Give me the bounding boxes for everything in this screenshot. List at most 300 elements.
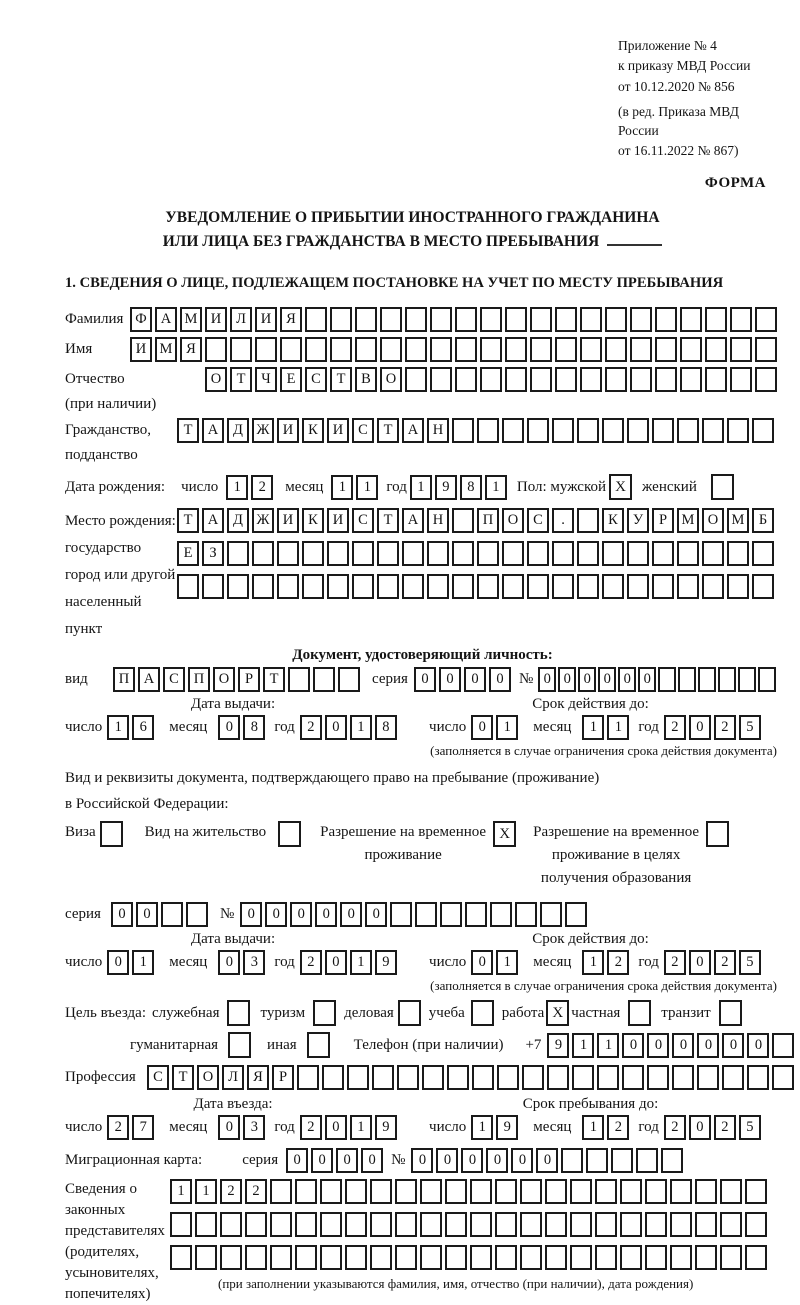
char-cell[interactable] xyxy=(322,1065,344,1090)
char-cell[interactable] xyxy=(495,1212,517,1237)
char-cell[interactable]: 1 xyxy=(597,1033,619,1058)
char-cell[interactable]: С xyxy=(352,508,374,533)
char-cell[interactable]: З xyxy=(202,541,224,566)
char-cell[interactable]: С xyxy=(352,418,374,443)
char-cell[interactable]: 0 xyxy=(439,667,461,692)
char-cell[interactable]: И xyxy=(205,307,227,332)
char-cell[interactable] xyxy=(430,307,452,332)
char-cell[interactable]: 0 xyxy=(325,950,347,975)
char-cell[interactable] xyxy=(288,667,310,692)
char-cell[interactable]: 9 xyxy=(375,950,397,975)
char-cell[interactable]: Ж xyxy=(252,418,274,443)
char-cell[interactable]: 1 xyxy=(582,1115,604,1140)
char-cell[interactable]: 9 xyxy=(375,1115,397,1140)
char-cell[interactable]: М xyxy=(155,337,177,362)
char-cell[interactable] xyxy=(345,1212,367,1237)
char-cell[interactable]: 2 xyxy=(607,950,629,975)
char-cell[interactable] xyxy=(552,574,574,599)
char-cell[interactable]: С xyxy=(305,367,327,392)
char-cell[interactable]: 0 xyxy=(598,667,616,692)
char-cell[interactable] xyxy=(630,337,652,362)
char-cell[interactable] xyxy=(372,1065,394,1090)
char-cell[interactable]: 2 xyxy=(714,950,736,975)
char-cell[interactable] xyxy=(647,1065,669,1090)
char-cell[interactable] xyxy=(655,337,677,362)
char-cell[interactable] xyxy=(170,1212,192,1237)
char-cell[interactable] xyxy=(352,574,374,599)
char-cell[interactable]: 2 xyxy=(300,950,322,975)
char-cell[interactable]: Н xyxy=(427,508,449,533)
char-cell[interactable]: 1 xyxy=(582,950,604,975)
char-cell[interactable]: Т xyxy=(263,667,285,692)
char-cell[interactable] xyxy=(505,337,527,362)
char-cell[interactable]: 0 xyxy=(578,667,596,692)
char-cell[interactable] xyxy=(502,418,524,443)
char-cell[interactable] xyxy=(390,902,412,927)
char-cell[interactable]: П xyxy=(188,667,210,692)
char-cell[interactable]: 0 xyxy=(689,950,711,975)
char-cell[interactable] xyxy=(552,418,574,443)
purpose-other-checkbox[interactable] xyxy=(307,1032,330,1058)
char-cell[interactable] xyxy=(670,1179,692,1204)
char-cell[interactable] xyxy=(652,541,674,566)
char-cell[interactable]: О xyxy=(205,367,227,392)
char-cell[interactable]: 0 xyxy=(689,1115,711,1140)
char-cell[interactable]: 0 xyxy=(697,1033,719,1058)
char-cell[interactable]: 0 xyxy=(471,950,493,975)
char-cell[interactable]: Ч xyxy=(255,367,277,392)
char-cell[interactable] xyxy=(497,1065,519,1090)
char-cell[interactable]: 0 xyxy=(311,1148,333,1173)
char-cell[interactable] xyxy=(602,574,624,599)
char-cell[interactable]: 0 xyxy=(536,1148,558,1173)
char-cell[interactable] xyxy=(672,1065,694,1090)
char-cell[interactable] xyxy=(705,307,727,332)
char-cell[interactable]: Л xyxy=(222,1065,244,1090)
char-cell[interactable]: А xyxy=(202,418,224,443)
char-cell[interactable] xyxy=(670,1245,692,1270)
char-cell[interactable]: 1 xyxy=(496,715,518,740)
char-cell[interactable] xyxy=(561,1148,583,1173)
char-cell[interactable]: М xyxy=(727,508,749,533)
char-cell[interactable] xyxy=(202,574,224,599)
char-cell[interactable]: 1 xyxy=(170,1179,192,1204)
char-cell[interactable] xyxy=(255,337,277,362)
char-cell[interactable] xyxy=(195,1245,217,1270)
char-cell[interactable]: О xyxy=(702,508,724,533)
purpose-humanitarian-checkbox[interactable] xyxy=(228,1032,251,1058)
char-cell[interactable] xyxy=(377,574,399,599)
char-cell[interactable] xyxy=(595,1179,617,1204)
char-cell[interactable]: . xyxy=(552,508,574,533)
char-cell[interactable] xyxy=(455,337,477,362)
char-cell[interactable]: П xyxy=(477,508,499,533)
char-cell[interactable] xyxy=(345,1179,367,1204)
char-cell[interactable] xyxy=(370,1245,392,1270)
char-cell[interactable] xyxy=(320,1179,342,1204)
char-cell[interactable] xyxy=(295,1245,317,1270)
char-cell[interactable] xyxy=(422,1065,444,1090)
char-cell[interactable] xyxy=(270,1179,292,1204)
char-cell[interactable] xyxy=(705,367,727,392)
char-cell[interactable] xyxy=(752,574,774,599)
gender-male-checkbox[interactable]: X xyxy=(609,474,632,500)
char-cell[interactable] xyxy=(480,307,502,332)
char-cell[interactable]: Б xyxy=(752,508,774,533)
char-cell[interactable]: 0 xyxy=(486,1148,508,1173)
char-cell[interactable] xyxy=(570,1245,592,1270)
char-cell[interactable] xyxy=(772,1065,794,1090)
char-cell[interactable] xyxy=(730,367,752,392)
char-cell[interactable]: 3 xyxy=(243,1115,265,1140)
char-cell[interactable] xyxy=(677,541,699,566)
char-cell[interactable] xyxy=(452,574,474,599)
char-cell[interactable]: 0 xyxy=(558,667,576,692)
char-cell[interactable] xyxy=(702,574,724,599)
char-cell[interactable]: Л xyxy=(230,307,252,332)
char-cell[interactable] xyxy=(597,1065,619,1090)
char-cell[interactable] xyxy=(447,1065,469,1090)
char-cell[interactable] xyxy=(540,902,562,927)
char-cell[interactable]: 1 xyxy=(607,715,629,740)
char-cell[interactable]: 5 xyxy=(739,950,761,975)
char-cell[interactable]: О xyxy=(197,1065,219,1090)
char-cell[interactable] xyxy=(352,541,374,566)
char-cell[interactable] xyxy=(527,574,549,599)
char-cell[interactable] xyxy=(370,1212,392,1237)
char-cell[interactable] xyxy=(620,1179,642,1204)
char-cell[interactable] xyxy=(545,1212,567,1237)
char-cell[interactable] xyxy=(477,541,499,566)
char-cell[interactable] xyxy=(355,337,377,362)
char-cell[interactable] xyxy=(620,1245,642,1270)
char-cell[interactable] xyxy=(572,1065,594,1090)
char-cell[interactable] xyxy=(320,1212,342,1237)
char-cell[interactable] xyxy=(445,1179,467,1204)
temp-residence-checkbox[interactable]: X xyxy=(493,821,516,847)
char-cell[interactable] xyxy=(465,902,487,927)
char-cell[interactable] xyxy=(555,367,577,392)
char-cell[interactable] xyxy=(402,541,424,566)
char-cell[interactable]: И xyxy=(277,418,299,443)
char-cell[interactable] xyxy=(652,418,674,443)
char-cell[interactable]: Я xyxy=(247,1065,269,1090)
char-cell[interactable] xyxy=(245,1245,267,1270)
char-cell[interactable] xyxy=(295,1179,317,1204)
char-cell[interactable] xyxy=(480,337,502,362)
char-cell[interactable]: 0 xyxy=(111,902,133,927)
char-cell[interactable] xyxy=(718,667,736,692)
char-cell[interactable]: 0 xyxy=(240,902,262,927)
temp-residence-education-checkbox[interactable] xyxy=(706,821,729,847)
char-cell[interactable] xyxy=(270,1212,292,1237)
char-cell[interactable]: 0 xyxy=(361,1148,383,1173)
char-cell[interactable]: 2 xyxy=(714,1115,736,1140)
char-cell[interactable] xyxy=(627,418,649,443)
char-cell[interactable] xyxy=(727,574,749,599)
char-cell[interactable]: П xyxy=(113,667,135,692)
char-cell[interactable] xyxy=(630,367,652,392)
char-cell[interactable]: 1 xyxy=(572,1033,594,1058)
char-cell[interactable]: Н xyxy=(427,418,449,443)
char-cell[interactable]: О xyxy=(213,667,235,692)
char-cell[interactable]: 1 xyxy=(410,475,432,500)
char-cell[interactable] xyxy=(527,418,549,443)
char-cell[interactable]: 9 xyxy=(496,1115,518,1140)
char-cell[interactable] xyxy=(495,1245,517,1270)
char-cell[interactable] xyxy=(530,307,552,332)
char-cell[interactable] xyxy=(227,541,249,566)
char-cell[interactable] xyxy=(395,1245,417,1270)
char-cell[interactable]: Е xyxy=(280,367,302,392)
char-cell[interactable]: 9 xyxy=(435,475,457,500)
char-cell[interactable] xyxy=(277,541,299,566)
char-cell[interactable]: 0 xyxy=(672,1033,694,1058)
char-cell[interactable]: 0 xyxy=(218,715,240,740)
char-cell[interactable] xyxy=(405,307,427,332)
char-cell[interactable] xyxy=(220,1212,242,1237)
char-cell[interactable]: 1 xyxy=(132,950,154,975)
char-cell[interactable] xyxy=(380,307,402,332)
char-cell[interactable]: 2 xyxy=(300,715,322,740)
char-cell[interactable] xyxy=(355,307,377,332)
char-cell[interactable] xyxy=(695,1245,717,1270)
char-cell[interactable] xyxy=(455,367,477,392)
char-cell[interactable]: Т xyxy=(177,418,199,443)
char-cell[interactable] xyxy=(730,307,752,332)
char-cell[interactable]: О xyxy=(380,367,402,392)
char-cell[interactable] xyxy=(545,1245,567,1270)
char-cell[interactable] xyxy=(515,902,537,927)
char-cell[interactable]: 1 xyxy=(350,1115,372,1140)
char-cell[interactable]: 2 xyxy=(714,715,736,740)
char-cell[interactable]: 0 xyxy=(315,902,337,927)
char-cell[interactable] xyxy=(452,418,474,443)
char-cell[interactable]: Р xyxy=(652,508,674,533)
char-cell[interactable] xyxy=(505,367,527,392)
char-cell[interactable]: А xyxy=(138,667,160,692)
char-cell[interactable] xyxy=(220,1245,242,1270)
char-cell[interactable] xyxy=(655,367,677,392)
char-cell[interactable]: И xyxy=(130,337,152,362)
visa-checkbox[interactable] xyxy=(100,821,123,847)
char-cell[interactable] xyxy=(702,541,724,566)
char-cell[interactable] xyxy=(302,574,324,599)
char-cell[interactable]: 0 xyxy=(286,1148,308,1173)
char-cell[interactable] xyxy=(555,307,577,332)
char-cell[interactable] xyxy=(680,307,702,332)
char-cell[interactable] xyxy=(577,574,599,599)
char-cell[interactable] xyxy=(595,1212,617,1237)
char-cell[interactable] xyxy=(695,1212,717,1237)
char-cell[interactable]: К xyxy=(602,508,624,533)
char-cell[interactable] xyxy=(752,418,774,443)
char-cell[interactable] xyxy=(530,337,552,362)
char-cell[interactable]: И xyxy=(255,307,277,332)
char-cell[interactable] xyxy=(477,574,499,599)
char-cell[interactable]: М xyxy=(677,508,699,533)
char-cell[interactable] xyxy=(670,1212,692,1237)
char-cell[interactable] xyxy=(645,1179,667,1204)
char-cell[interactable] xyxy=(645,1245,667,1270)
char-cell[interactable] xyxy=(186,902,208,927)
char-cell[interactable] xyxy=(520,1179,542,1204)
char-cell[interactable]: 0 xyxy=(414,667,436,692)
char-cell[interactable]: 0 xyxy=(365,902,387,927)
char-cell[interactable] xyxy=(495,1179,517,1204)
char-cell[interactable] xyxy=(727,418,749,443)
char-cell[interactable]: 1 xyxy=(471,1115,493,1140)
char-cell[interactable] xyxy=(652,574,674,599)
char-cell[interactable]: 0 xyxy=(622,1033,644,1058)
char-cell[interactable] xyxy=(455,307,477,332)
char-cell[interactable] xyxy=(227,574,249,599)
residence-permit-checkbox[interactable] xyxy=(278,821,301,847)
char-cell[interactable]: 0 xyxy=(638,667,656,692)
char-cell[interactable] xyxy=(577,418,599,443)
char-cell[interactable] xyxy=(405,367,427,392)
char-cell[interactable] xyxy=(580,367,602,392)
char-cell[interactable] xyxy=(452,541,474,566)
char-cell[interactable] xyxy=(720,1212,742,1237)
char-cell[interactable] xyxy=(277,574,299,599)
char-cell[interactable]: 3 xyxy=(243,950,265,975)
char-cell[interactable] xyxy=(627,574,649,599)
char-cell[interactable] xyxy=(170,1245,192,1270)
char-cell[interactable] xyxy=(602,541,624,566)
char-cell[interactable]: 0 xyxy=(325,1115,347,1140)
char-cell[interactable] xyxy=(245,1212,267,1237)
char-cell[interactable] xyxy=(580,307,602,332)
char-cell[interactable] xyxy=(327,574,349,599)
char-cell[interactable]: 0 xyxy=(689,715,711,740)
char-cell[interactable] xyxy=(405,337,427,362)
char-cell[interactable] xyxy=(678,667,696,692)
char-cell[interactable] xyxy=(470,1179,492,1204)
char-cell[interactable]: 0 xyxy=(489,667,511,692)
char-cell[interactable]: 0 xyxy=(722,1033,744,1058)
char-cell[interactable] xyxy=(470,1212,492,1237)
char-cell[interactable]: 1 xyxy=(226,475,248,500)
char-cell[interactable]: Ф xyxy=(130,307,152,332)
char-cell[interactable]: 5 xyxy=(739,1115,761,1140)
char-cell[interactable]: О xyxy=(502,508,524,533)
char-cell[interactable]: 0 xyxy=(511,1148,533,1173)
char-cell[interactable] xyxy=(195,1212,217,1237)
char-cell[interactable]: С xyxy=(147,1065,169,1090)
char-cell[interactable] xyxy=(477,418,499,443)
char-cell[interactable]: 0 xyxy=(340,902,362,927)
char-cell[interactable] xyxy=(527,541,549,566)
char-cell[interactable] xyxy=(565,902,587,927)
char-cell[interactable]: 0 xyxy=(218,1115,240,1140)
char-cell[interactable] xyxy=(702,418,724,443)
char-cell[interactable] xyxy=(427,541,449,566)
char-cell[interactable] xyxy=(547,1065,569,1090)
char-cell[interactable] xyxy=(630,307,652,332)
char-cell[interactable]: Д xyxy=(227,508,249,533)
char-cell[interactable]: В xyxy=(355,367,377,392)
char-cell[interactable] xyxy=(752,541,774,566)
gender-female-checkbox[interactable] xyxy=(711,474,734,500)
char-cell[interactable]: А xyxy=(402,508,424,533)
char-cell[interactable] xyxy=(330,337,352,362)
char-cell[interactable] xyxy=(698,667,716,692)
char-cell[interactable] xyxy=(445,1245,467,1270)
char-cell[interactable] xyxy=(620,1212,642,1237)
char-cell[interactable]: Е xyxy=(177,541,199,566)
char-cell[interactable]: 7 xyxy=(132,1115,154,1140)
char-cell[interactable]: Р xyxy=(272,1065,294,1090)
char-cell[interactable] xyxy=(570,1179,592,1204)
char-cell[interactable]: 1 xyxy=(356,475,378,500)
char-cell[interactable]: 8 xyxy=(460,475,482,500)
char-cell[interactable]: 0 xyxy=(647,1033,669,1058)
char-cell[interactable]: 8 xyxy=(375,715,397,740)
char-cell[interactable] xyxy=(490,902,512,927)
char-cell[interactable]: 1 xyxy=(350,715,372,740)
char-cell[interactable] xyxy=(570,1212,592,1237)
char-cell[interactable]: 0 xyxy=(618,667,636,692)
char-cell[interactable]: 2 xyxy=(107,1115,129,1140)
char-cell[interactable]: К xyxy=(302,508,324,533)
char-cell[interactable] xyxy=(505,307,527,332)
char-cell[interactable] xyxy=(420,1245,442,1270)
char-cell[interactable]: 2 xyxy=(300,1115,322,1140)
char-cell[interactable]: 0 xyxy=(538,667,556,692)
char-cell[interactable] xyxy=(430,337,452,362)
char-cell[interactable]: 0 xyxy=(265,902,287,927)
char-cell[interactable] xyxy=(252,541,274,566)
char-cell[interactable]: 0 xyxy=(325,715,347,740)
char-cell[interactable]: 0 xyxy=(218,950,240,975)
char-cell[interactable]: 2 xyxy=(664,950,686,975)
char-cell[interactable] xyxy=(327,541,349,566)
char-cell[interactable]: 0 xyxy=(290,902,312,927)
char-cell[interactable] xyxy=(305,307,327,332)
char-cell[interactable]: 2 xyxy=(245,1179,267,1204)
purpose-commercial-checkbox[interactable] xyxy=(398,1000,421,1026)
char-cell[interactable] xyxy=(745,1212,767,1237)
char-cell[interactable] xyxy=(680,367,702,392)
char-cell[interactable] xyxy=(320,1245,342,1270)
char-cell[interactable] xyxy=(747,1065,769,1090)
char-cell[interactable]: Я xyxy=(180,337,202,362)
char-cell[interactable] xyxy=(520,1245,542,1270)
char-cell[interactable] xyxy=(395,1212,417,1237)
char-cell[interactable]: У xyxy=(627,508,649,533)
char-cell[interactable] xyxy=(577,541,599,566)
char-cell[interactable] xyxy=(397,1065,419,1090)
char-cell[interactable] xyxy=(722,1065,744,1090)
char-cell[interactable] xyxy=(338,667,360,692)
purpose-work-checkbox[interactable]: X xyxy=(546,1000,569,1026)
purpose-tourism-checkbox[interactable] xyxy=(313,1000,336,1026)
char-cell[interactable]: Т xyxy=(377,418,399,443)
char-cell[interactable] xyxy=(330,307,352,332)
char-cell[interactable] xyxy=(480,367,502,392)
char-cell[interactable] xyxy=(370,1179,392,1204)
char-cell[interactable] xyxy=(430,367,452,392)
char-cell[interactable] xyxy=(302,541,324,566)
char-cell[interactable]: Т xyxy=(377,508,399,533)
char-cell[interactable] xyxy=(472,1065,494,1090)
char-cell[interactable]: 0 xyxy=(107,950,129,975)
char-cell[interactable]: 6 xyxy=(132,715,154,740)
char-cell[interactable] xyxy=(745,1245,767,1270)
char-cell[interactable] xyxy=(645,1212,667,1237)
char-cell[interactable] xyxy=(605,337,627,362)
